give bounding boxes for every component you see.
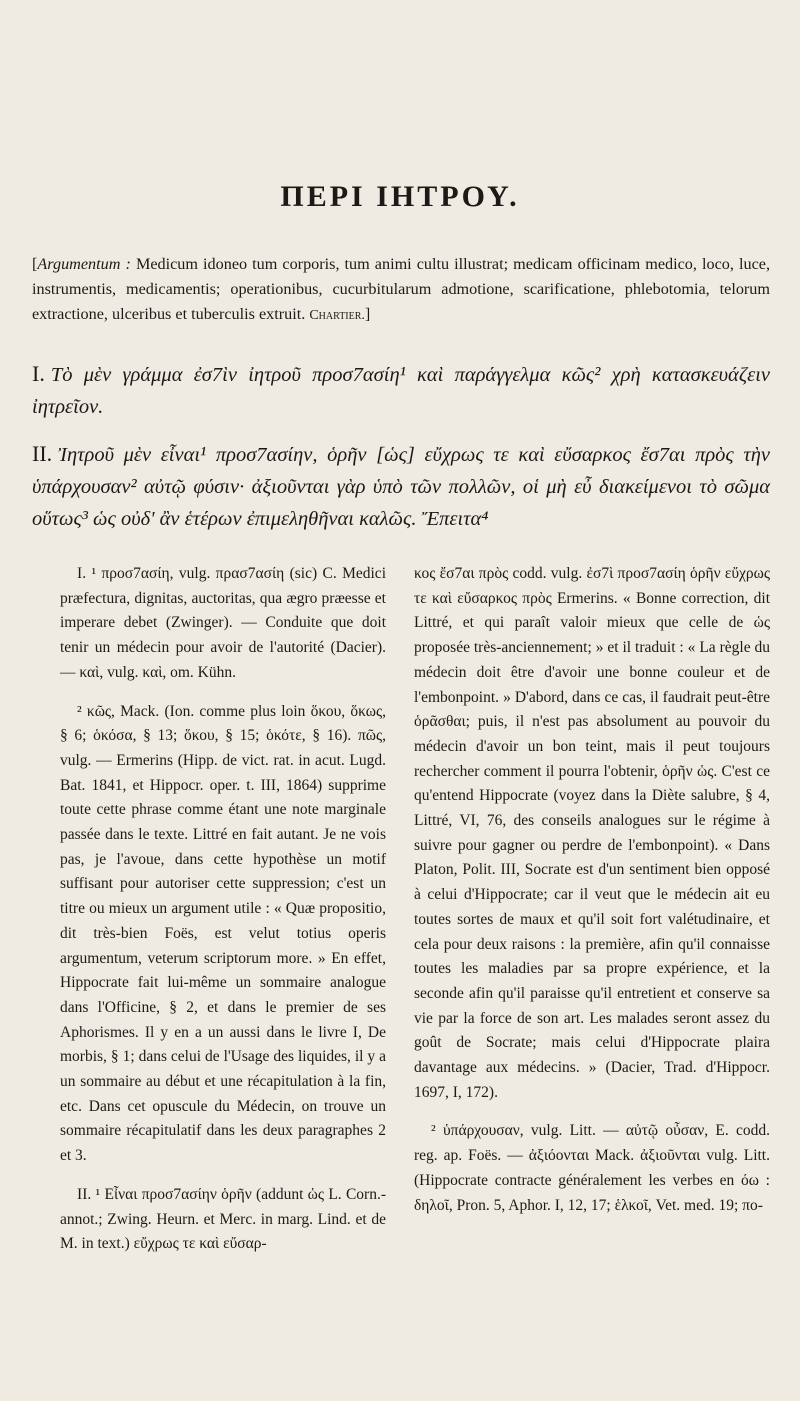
footnote-continued: κος ἔσ7αι πρὸς codd. vulg. ἐσ7ὶ προσ7ασίη ὁρῆν εὔχρως τε καὶ εὔσαρκος πρὸς Ermerins. « Bonne correction, dit Littré, et qui paraît valoir mieux que celle de ὡς proposée très-anciennement; » et il traduit : « La règle du médecin doit être d'avoir une bonne couleur et de l'embonpoint. » D'abord, dans ce cas, il faudrait peut-être ὁρᾶσθαι; puis, il n'est pas absolument au pouvoir du médecin d'avoir un bon teint, mais il peut toujours rechercher comment il pourra l'obtenir, ὁρῆν ὡς. C'est ce qu'entend Hippocrate (voyez dans la Diète salubre, § 4, Littré, VI, 76, des conseils analogues sur le régime à suivre pour gagner ou perdre de l'embonpoint). « Dans Platon, Polit. III, Socrate est d'un sentiment bien opposé à celui d'Hippocrate; car il veut que le médecin ait eu toutes sortes de maux et qu'il soit fort valétudinaire, et cela pour deux raisons : la première, afin qu'il connaisse toutes les maladies par sa propre expérience, et la seconde afin qu'il paraisse qu'il entretient et conserve sa vie par la force de son art. Les malades seront assez du goût de Socrate; mais celui d'Hippocrate plaira davantage aux médecins. » (Dacier, Trad. d'Hippocr. 1697, I, 172). [414, 565, 770, 1101]
bleed-through-text [20, 55, 780, 85]
footnote: ² ὑπάρχουσαν, vulg. Litt. — αὐτῷ οὖσαν, E. codd. reg. ap. Foës. — ἀξιόονται Mack. ἀξιοῦνται vulg. Litt. (Hippocrate contracte généralement les verbes en όω : δηλοῖ, Pron. 5, Aphor. I, 12, 17; ἑλκοῖ, Vet. med. 19; πο- [414, 1122, 770, 1214]
footnote: I. ¹ προσ7ασίη, vulg. πρασ7ασίη (sic) C. Medici præfectura, dignitas, auctoritas, qua ægro præesse et imperare debet (Zwinger). — Conduite que doit tenir un médecin pour avoir de l'autorité (Dacier). — καὶ, vulg. καὶ, om. Kühn. [60, 565, 386, 681]
argument-label: Argumentum : [37, 255, 131, 273]
notes-column-right [414, 562, 770, 1218]
footnote: II. ¹ Εἶναι προσ7ασίην ὁρῆν (addunt ὡς L. Corn.-annot.; Zwing. Heurn. et Merc. in marg. Lind. et de M. in text.) εὔχρως τε καὶ εὔσαρ- [60, 1185, 386, 1253]
section-text: Τὸ μὲν γράμμα ἐσ7ὶν ἰητροῦ προσ7ασίη¹ καὶ παράγγελμα κῶς² χρὴ κατασκευάζειν ἰητρεῖον. [32, 364, 770, 418]
section-number: II. [32, 441, 53, 466]
section-number: I. [32, 361, 45, 386]
section-text: Ἰητροῦ μὲν εἶναι¹ προσ7ασίην, ὁρῆν [ὡς] εὔχρως τε καὶ εὔσαρκος ἔσ7αι πρὸς τὴν ὑπάρχουσαν² αὐτῷ φύσιν· ἀξιοῦνται γὰρ ὑπὸ τῶν πολλῶν, οἱ μὴ εὖ διακείμενοι τὸ σῶμα οὕτως³ ὡς οὐδ' ἂν ἑτέρων ἐπιμεληθῆναι καλῶς. Ἔπειτα⁴ [32, 444, 770, 530]
notes-column-left [60, 562, 386, 1257]
argument-text: Medicum idoneo tum corporis, tum animi cultu illustrat; medicam officinam medico, loco, luce, instrumentis, medicamentis; operationibus, cucurbitularum admotione, scarificatione, phlebotomia, telorum extractione, ulceribus et tuberculis extruit. [32, 255, 770, 323]
treatise-title: ΠΕΡΙ ΙΗΤΡΟΥ. [280, 180, 520, 213]
greek-section-2 [32, 438, 770, 535]
argument-author: Chartier. [309, 308, 365, 323]
footnote: ² κῶς, Mack. (Ion. comme plus loin ὅκου, ὅκως, § 6; ὁκόσα, § 13; ὅκου, § 15; ὁκότε, § 16). πῶς, vulg. — Ermerins (Hipp. de vict. rat. in acut. Lugd. Bat. 1841, et Hippocr. oper. t. III, 1864) supprime toute cette phrase comme étant une note marginale passée dans le texte. Littré en fait autant. Je ne vois pas, je l'avoue, dans cette hypothèse un motif suffisant pour autoriser cette suppression; c'est un titre ou mieux un argument utile : « Quæ propositio, dit très-bien Foës, est velut totius operis argumentum, veterum scriptorum more. » En effet, Hippocrate fait lui-même un sommaire analogue dans l'Officine, § 2, et dans le premier de ses Aphorismes. Il y en a un aussi dans le livre I, De morbis, § 1; dans celui de l'Usage des liquides, il y a un sommaire au début et une récapitulation à la fin, etc. Dans cet opuscule du Médecin, on trouve un sommaire récapitulatif dans les deux paragraphes 2 et 3. [60, 702, 386, 1165]
greek-section-1 [32, 358, 770, 423]
argument-block: [Argumentum : Medicum idoneo tum corporis, tum animi cultu illustrat; medicam officinam medico, loco, luce, instrumentis, medicamentis; operationibus, cucurbitularum admotione, scarificatione, phlebotomia, telorum extractione, ulceribus et tuberculis extruit. Chartier.] [32, 255, 770, 323]
